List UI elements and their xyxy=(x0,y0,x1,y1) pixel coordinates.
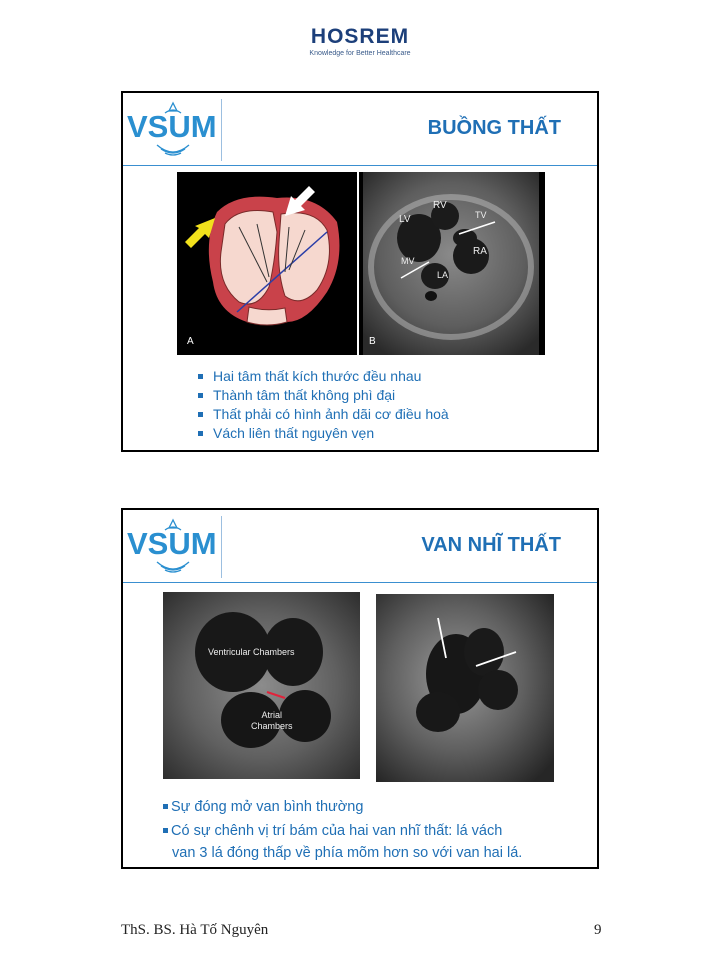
vsum-logo xyxy=(127,518,219,576)
ultrasound-av-chambers-image xyxy=(163,592,360,779)
list-item xyxy=(198,367,449,386)
list-item xyxy=(163,795,522,819)
bullet-text: Hai tâm thất kích thước đều nhau xyxy=(213,368,422,384)
figure-a-label: A xyxy=(187,336,194,347)
us-label-ra: RA xyxy=(473,246,487,257)
bullet-square-icon xyxy=(198,431,203,436)
bullet-square-icon xyxy=(198,393,203,398)
list-item-continuation xyxy=(163,843,522,863)
us-label-mv: MV xyxy=(401,256,415,266)
us-label-rv: RV xyxy=(433,200,447,211)
bullet-square-icon xyxy=(198,412,203,417)
vsum-emblem-icon xyxy=(127,101,219,159)
hosrem-logo xyxy=(300,26,420,66)
hosrem-logo-word: HOSREM xyxy=(310,25,410,48)
list-item xyxy=(198,386,449,405)
slide-buong-that xyxy=(121,91,599,452)
ultrasound-valve-offset-image xyxy=(376,594,554,782)
bullet-text: Có sự chênh vị trí bám của hai van nhĩ thất: lá vách xyxy=(171,823,503,839)
svg-text:VSUM: VSUM xyxy=(127,109,217,144)
logo-divider xyxy=(221,99,222,161)
slide-header xyxy=(123,510,597,583)
list-item xyxy=(198,424,449,443)
bullet-text: Vách liên thất nguyên vẹn xyxy=(213,425,375,441)
us-label-tv: TV xyxy=(475,210,487,220)
list-item xyxy=(163,819,522,843)
slide-header xyxy=(123,93,597,166)
ventricular-chambers-label: Ventricular Chambers xyxy=(208,647,295,657)
us-label-lv: LV xyxy=(399,214,411,225)
list-item xyxy=(198,405,449,424)
heart-diagram-image xyxy=(177,172,357,355)
bullet-text: Sự đóng mở van bình thường xyxy=(171,799,364,815)
bullet-text: van 3 lá đóng thấp về phía mõm hơn so với van hai lá. xyxy=(172,845,523,861)
slide-title: VAN NHĨ THẤT xyxy=(421,534,561,556)
atrial-chambers-label xyxy=(251,710,293,732)
slide2-bullet-list xyxy=(163,795,522,863)
slide-title: BUỒNG THẤT xyxy=(427,117,561,139)
bullet-square-icon xyxy=(198,374,203,379)
bullet-square-icon xyxy=(163,804,168,809)
bullet-text: Thành tâm thất không phì đại xyxy=(213,387,396,403)
us-label-la: LA xyxy=(437,270,449,280)
page-number: 9 xyxy=(594,922,602,938)
slide-van-nhi-that xyxy=(121,508,599,869)
svg-text:VSUM: VSUM xyxy=(127,526,217,561)
atrial-label-line1: Atrial xyxy=(261,710,283,720)
hosrem-logo-text xyxy=(300,26,420,48)
figure-b-label: B xyxy=(369,336,376,347)
bullet-text: Thất phải có hình ảnh dãi cơ điều hoà xyxy=(213,406,449,422)
bullet-square-icon xyxy=(163,828,168,833)
slide1-bullet-list xyxy=(198,367,449,443)
ultrasound-four-chamber-image xyxy=(359,172,545,355)
logo-divider xyxy=(221,516,222,578)
footer-author: ThS. BS. Hà Tố Nguyên xyxy=(121,922,269,938)
hosrem-tagline: Knowledge for Better Healthcare xyxy=(309,50,411,57)
atrial-label-line2: Chambers xyxy=(251,721,293,731)
vsum-logo xyxy=(127,101,219,159)
vsum-emblem-icon xyxy=(127,518,219,576)
